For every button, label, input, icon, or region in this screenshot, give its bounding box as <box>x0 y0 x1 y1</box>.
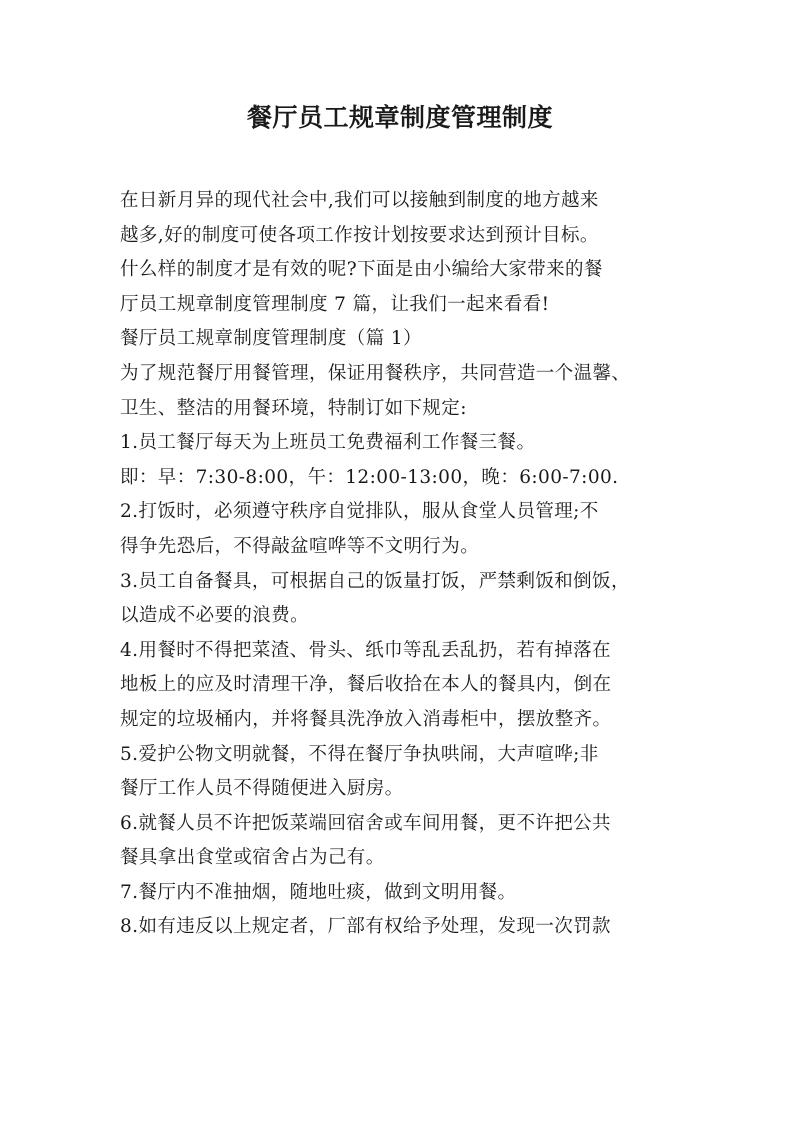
body-line: 越多,好的制度可使各项工作按计划按要求达到预计目标。 <box>120 224 599 246</box>
rule-item: 5.爱护公物文明就餐，不得在餐厅争执哄闹，大声喧哗;非 <box>120 743 599 765</box>
body-line: 什么样的制度才是有效的呢?下面是由小编给大家带来的餐 <box>120 259 603 281</box>
body-line: 规定的垃圾桶内，并将餐具洗净放入消毒柜中，摆放整齐。 <box>120 708 612 730</box>
document-title: 餐厅员工规章制度管理制度 <box>246 103 553 132</box>
body-line: 地板上的应及时清理干净，餐后收拾在本人的餐具内，倒在 <box>120 674 612 696</box>
rule-item: 1.员工餐厅每天为上班员工免费福利工作餐三餐。 <box>120 432 536 454</box>
body-line: 在日新月异的现代社会中,我们可以接触到制度的地方越来 <box>120 190 599 211</box>
body-line: 厅员工规章制度管理制度 7 篇，让我们一起来看看! <box>120 293 550 315</box>
body-line: 以造成不必要的浪费。 <box>120 605 310 627</box>
section-heading: 餐厅员工规章制度管理制度（篇 1） <box>120 328 422 350</box>
rule-item: 2.打饭时，必须遵守秩序自觉排队，服从食堂人员管理;不 <box>120 501 599 523</box>
body-line: 即：早：7:30-8:00，午：12:00-13:00，晚：6:00-7:00. <box>120 466 619 488</box>
rule-item: 4.用餐时不得把菜渣、骨头、纸巾等乱丢乱扔，若有掉落在 <box>120 639 611 661</box>
body-line: 餐具拿出食堂或宿舍占为己有。 <box>120 847 385 869</box>
body-line: 餐厅工作人员不得随便进入厨房。 <box>120 778 404 800</box>
body-line: 卫生、整洁的用餐环境，特制订如下规定: <box>120 397 467 419</box>
document-body <box>120 184 685 945</box>
body-line: 得争先恐后，不得敲盆喧哗等不文明行为。 <box>120 535 480 557</box>
rule-item: 6.就餐人员不许把饭菜端回宿舍或车间用餐，更不许把公共 <box>120 812 611 834</box>
body-line: 为了规范餐厅用餐管理，保证用餐秩序，共同营造一个温馨、 <box>120 362 631 384</box>
rule-item: 3.员工自备餐具，可根据自己的饭量打饭，严禁剩饭和倒饭， <box>120 570 630 592</box>
rule-item: 8.如有违反以上规定者，厂部有权给予处理，发现一次罚款 <box>120 916 611 938</box>
rule-item: 7.餐厅内不准抽烟，随地吐痰，做到文明用餐。 <box>120 881 517 903</box>
